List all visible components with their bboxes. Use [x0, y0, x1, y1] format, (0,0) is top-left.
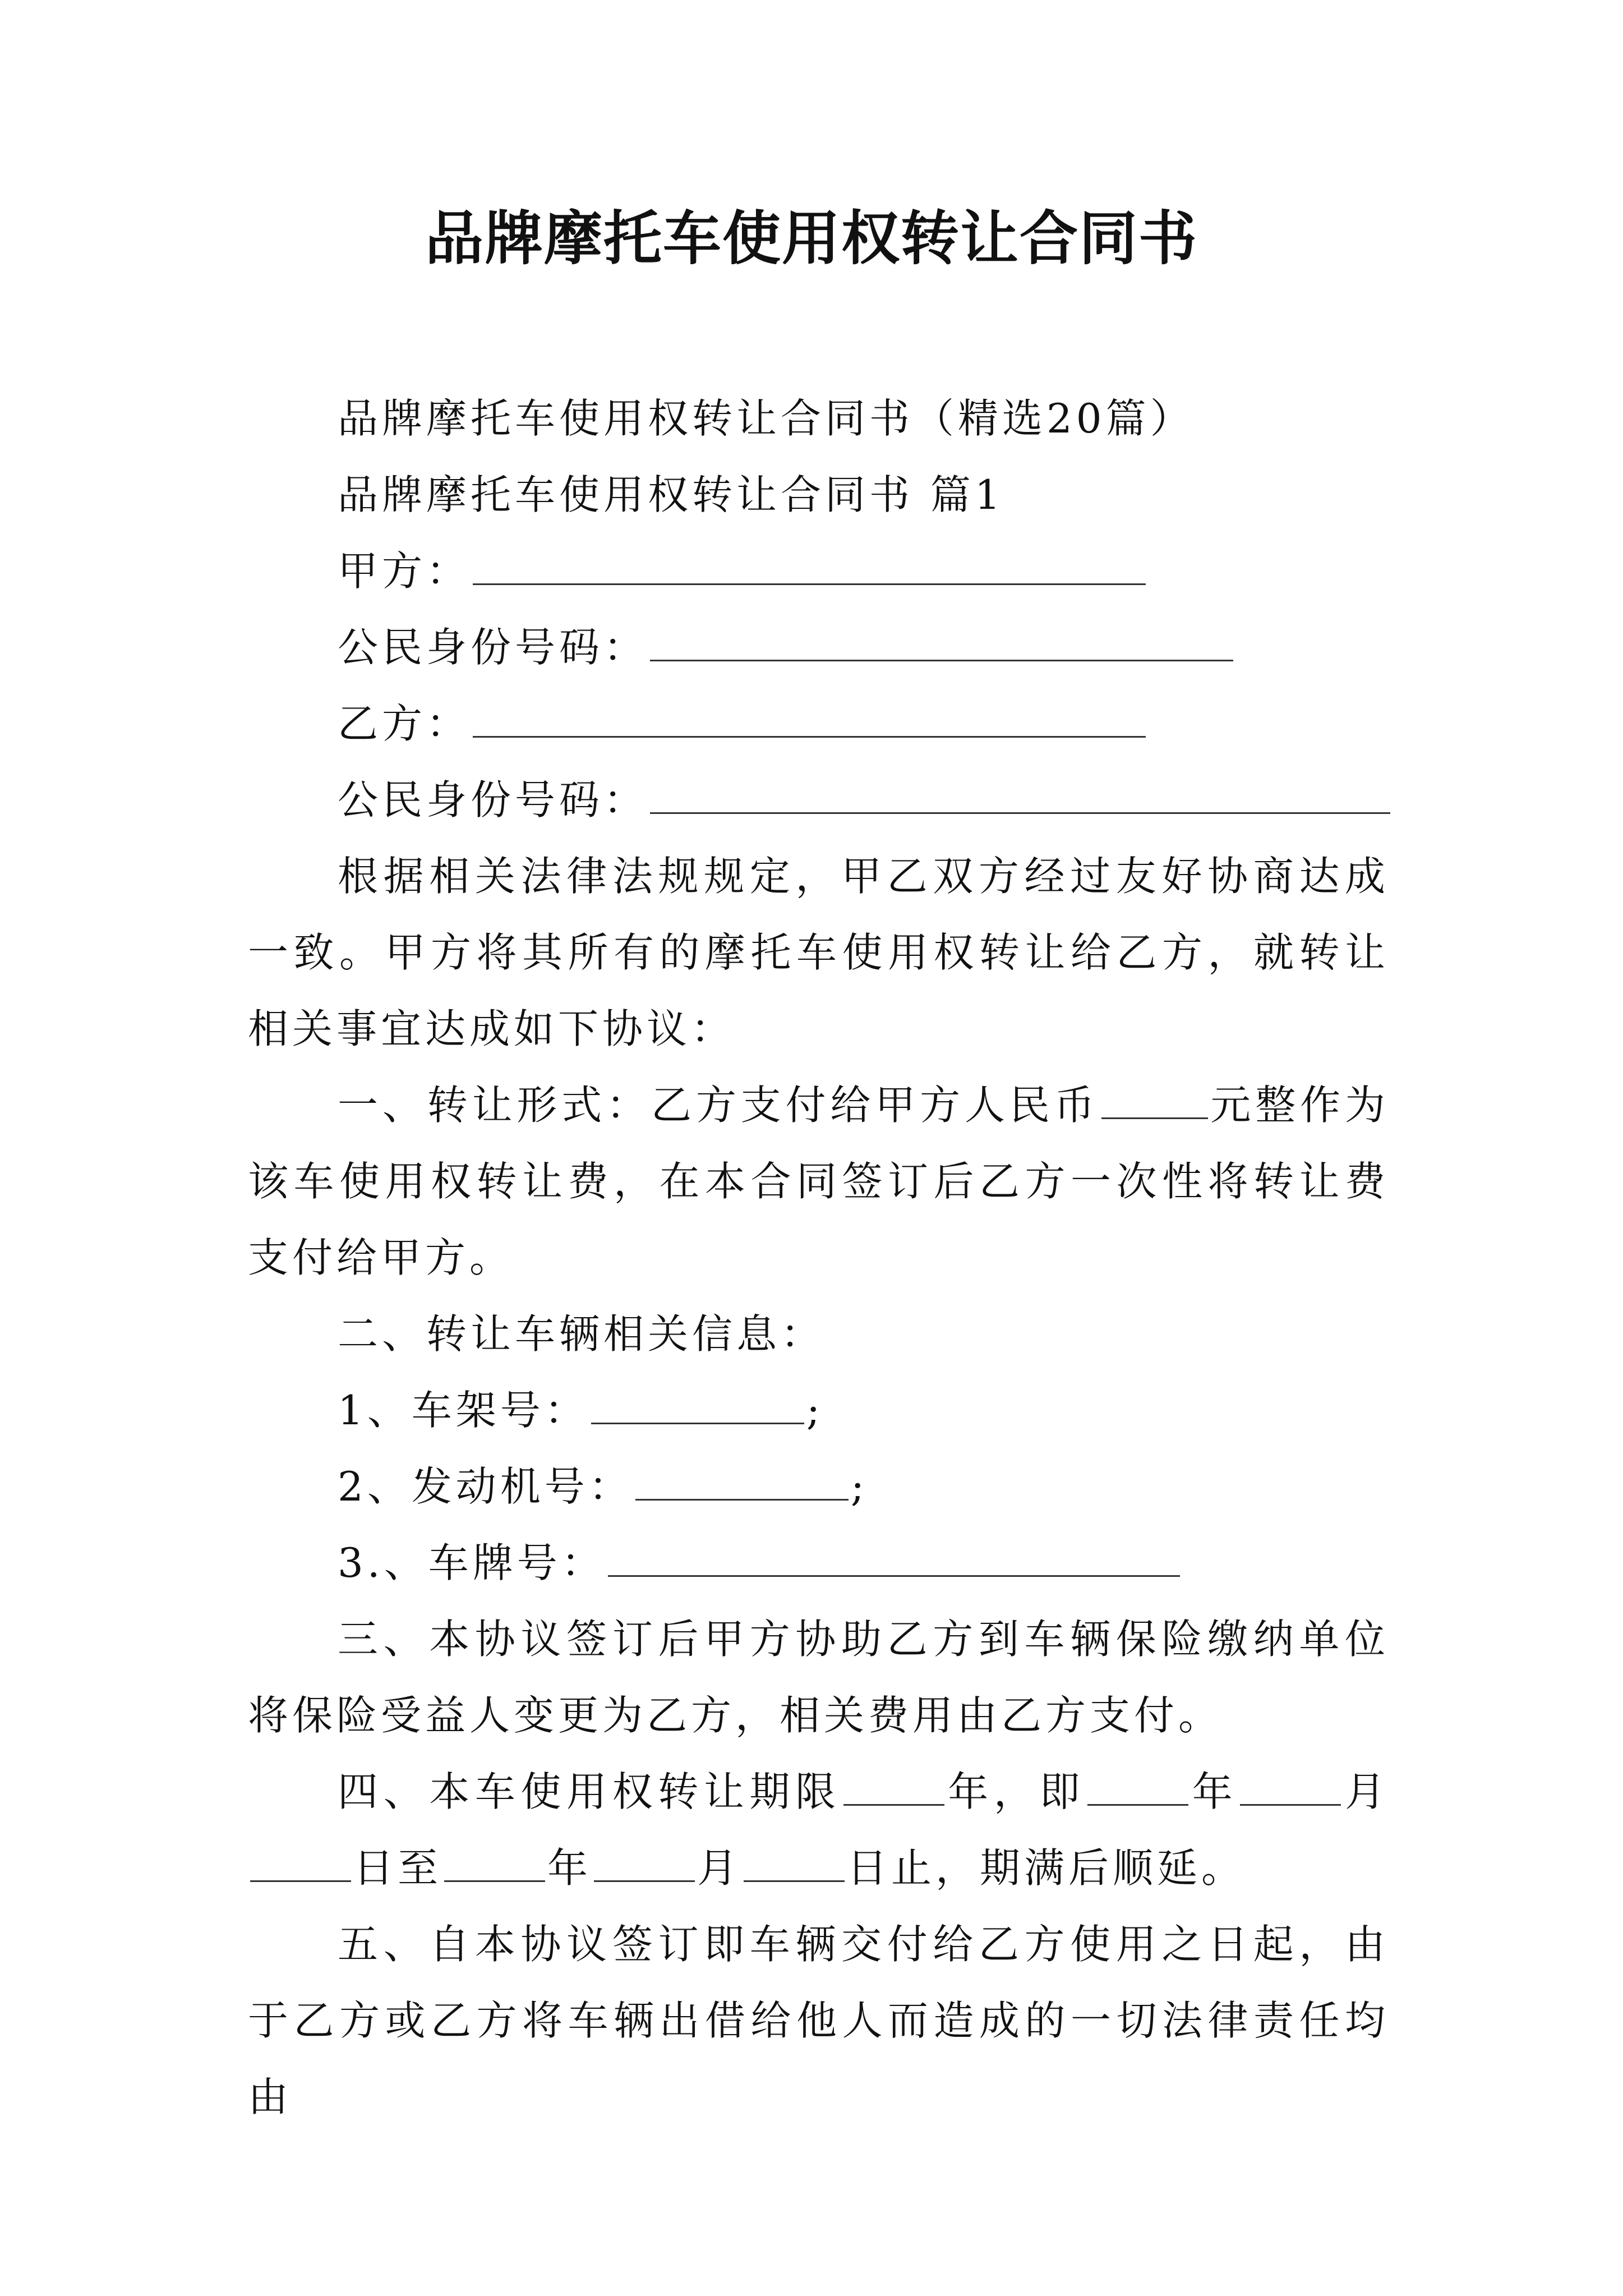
- plate-no-blank: [608, 1542, 1180, 1577]
- document-body: [248, 380, 1389, 2135]
- clause-1-part2: 元整作为该车使用权转让费，在本合同签订后乙方一次性将转让费支付给甲方。: [248, 1082, 1389, 1281]
- intro-paragraph: 根据相关法律法规规定，甲乙双方经过友好协商达成一致。甲方将其所有的摩托车使用权转让给乙方，就转让相关事宜达成如下协议：: [248, 853, 1389, 1052]
- clause-4: [248, 1754, 1389, 1906]
- start-month-blank: [1240, 1770, 1341, 1806]
- clause-4-f: 年: [547, 1844, 592, 1892]
- clause-4-a: 四、本车使用权转让期限: [338, 1768, 841, 1815]
- party-a-row: [248, 533, 1389, 609]
- clause-4-h: 日止，期满后顺延。: [847, 1844, 1246, 1892]
- id-b-row: [248, 762, 1389, 838]
- clause-4-e: 日至: [353, 1844, 442, 1892]
- end-month-blank: [594, 1847, 695, 1882]
- term-years-blank: [843, 1770, 944, 1806]
- id-b-label: 公民身份号码：: [338, 776, 648, 823]
- frame-no-row: [248, 1372, 1389, 1448]
- id-b-blank: [650, 779, 1390, 814]
- clause-4-d: 月: [1343, 1768, 1389, 1815]
- party-a-blank: [473, 550, 1146, 585]
- document-subtitle: 品牌摩托车使用权转让合同书（精选20篇）: [338, 395, 1195, 442]
- frame-no-label: 1、车架号：: [338, 1387, 589, 1434]
- clause-1-part1: 一、转让形式：乙方支付给甲方人民币: [338, 1082, 1099, 1129]
- engine-no-row: [248, 1448, 1389, 1525]
- id-a-blank: [650, 626, 1233, 661]
- clause-2-heading: 二、转让车辆相关信息：: [338, 1310, 826, 1358]
- party-a-label: 甲方：: [338, 547, 471, 595]
- money-blank: [1101, 1084, 1208, 1119]
- clause-3: 三、本协议签订后甲方协助乙方到车辆保险缴纳单位将保险受益人变更为乙方，相关费用由乙方支付。: [248, 1616, 1389, 1739]
- end-day-blank: [744, 1847, 845, 1882]
- document-title: 品牌摩托车使用权转让合同书: [425, 204, 1198, 273]
- party-b-row: [248, 685, 1389, 762]
- engine-no-end: ;: [850, 1463, 869, 1510]
- engine-no-label: 2、发动机号：: [338, 1463, 633, 1510]
- start-year-blank: [1087, 1770, 1188, 1806]
- party-b-label: 乙方：: [338, 700, 471, 747]
- plate-no-label: 3.、车牌号：: [338, 1539, 606, 1586]
- engine-no-blank: [635, 1465, 849, 1501]
- id-a-row: [248, 609, 1389, 685]
- plate-no-row: [248, 1525, 1389, 1601]
- frame-no-blank: [591, 1389, 804, 1424]
- id-a-label: 公民身份号码：: [338, 624, 648, 671]
- clause-1: [248, 1067, 1389, 1296]
- clause-4-b: 年，即: [946, 1768, 1086, 1815]
- party-b-blank: [473, 702, 1146, 738]
- end-year-blank: [444, 1847, 545, 1882]
- section-heading: 品牌摩托车使用权转让合同书 篇1: [338, 471, 1004, 518]
- clause-4-g: 月: [697, 1844, 742, 1892]
- start-day-blank: [250, 1847, 351, 1882]
- clause-4-c: 年: [1191, 1768, 1238, 1815]
- clause-5: 五、自本协议签订即车辆交付给乙方使用之日起，由于乙方或乙方将车辆出借给他人而造成的一切法律责任均由: [248, 1921, 1389, 2120]
- frame-no-end: ;: [806, 1387, 824, 1434]
